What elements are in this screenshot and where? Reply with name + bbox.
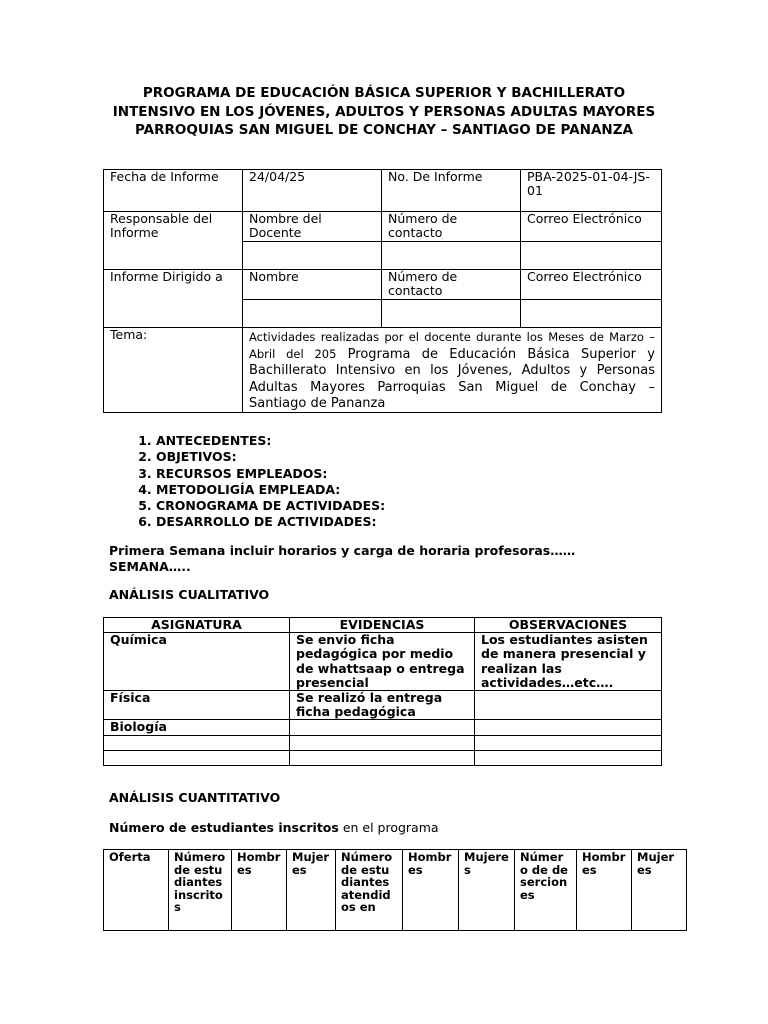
no-informe-label: No. De Informe [382,170,521,212]
section-item: 5. CRONOGRAMA DE ACTIVIDADES: [156,498,385,514]
cuanti-header-cell: Hombres [232,850,287,931]
nombre-docente-value [243,242,382,270]
numero-contacto-value-2 [382,300,521,328]
responsable-label: Responsable del Informe [104,212,243,270]
cuali-cell: Biología [104,720,290,735]
cuanti-header-cell: Mujeres [459,850,515,931]
cuali-header-cell: OBSERVACIONES [475,618,662,633]
subheading-bold: Número de estudiantes inscritos [109,820,339,835]
cuali-cell: Los estudiantes asisten de manera presencial y realizan las actividades…etc…. [475,633,662,691]
cuanti-header-cell: Oferta [104,850,169,931]
cuali-cell [290,750,475,765]
cuantitativo-subheading [109,820,439,837]
numero-contacto-label: Número de contacto [382,212,521,242]
cualitativo-heading: ANÁLISIS CUALITATIVO [109,587,270,602]
cuali-cell [475,720,662,735]
cuali-cell [104,750,290,765]
cuali-cell [290,720,475,735]
cuanti-header-cell: Número de deserciones [515,850,577,931]
correo-label-2: Correo Electrónico [521,270,662,300]
cuali-cell: Química [104,633,290,691]
week-note-line-1: Primera Semana incluir horarios y carga de horaria profesoras…… [109,543,576,558]
fecha-label: Fecha de Informe [104,170,243,212]
cuali-cell [475,691,662,720]
nombre-label: Nombre [243,270,382,300]
cuali-cell [475,735,662,750]
section-item: 1. ANTECEDENTES: [156,433,385,449]
cuanti-header-cell: Hombres [577,850,632,931]
cuanti-header-cell: Hombres [403,850,459,931]
document-title: PROGRAMA DE EDUCACIÓN BÁSICA SUPERIOR Y BACHILLERATO INTENSIVO EN LOS JÓVENES, ADULTOS Y PERSONAS ADULTAS MAYORES PARROQUIAS SAN MIGUEL DE CONCHAY – SANTIAGO DE PANANZA [112,85,656,138]
correo-value [521,242,662,270]
numero-contacto-label-2: Número de contacto [382,270,521,300]
cuanti-header-cell: Número de estudiantes inscritos [169,850,232,931]
cuali-cell [475,750,662,765]
subheading-normal: en el programa [338,820,439,835]
cuanti-header-cell: Mujeres [632,850,687,931]
nombre-value [243,300,382,328]
cuali-cell [104,735,290,750]
correo-value-2 [521,300,662,328]
report-header-table [103,169,662,413]
tema-text [243,328,662,413]
numero-contacto-value [382,242,521,270]
tema-part-2: Programa de Educación Básica Superior y Bachillerato Intensivo en los Jóvenes, Adultos y Personas Adultas Mayores Parroquias San Miguel de Conchay – Santiago de Pananza [249,346,655,411]
cuanti-header-cell: Mujeres [287,850,336,931]
section-item: 2. OBJETIVOS: [156,449,385,465]
cuanti-header-cell: Número de estudiantes atendidos en [336,850,403,931]
correo-label: Correo Electrónico [521,212,662,242]
section-item: 3. RECURSOS EMPLEADOS: [156,466,385,482]
nombre-docente-label: Nombre del Docente [243,212,382,242]
cuali-cell [290,735,475,750]
cuantitativo-table [103,849,687,931]
cuali-cell: Física [104,691,290,720]
fecha-value: 24/04/25 [243,170,382,212]
week-note-line-2: SEMANA….. [109,559,191,574]
cuali-cell: Se envio ficha pedagógica por medio de whattsaap o entrega presencial [290,633,475,691]
section-item: 4. METODOLIGÍA EMPLEADA: [156,482,385,498]
dirigido-label: Informe Dirigido a [104,270,243,328]
cuali-header-cell: EVIDENCIAS [290,618,475,633]
cualitativo-table [103,617,662,766]
tema-part-1: Actividades realizadas por el docente durante los Meses de Marzo – Abril del 205 [249,330,655,361]
no-informe-value: PBA-2025-01-04-JS-01 [521,170,662,212]
cuali-header-cell: ASIGNATURA [104,618,290,633]
cuantitativo-heading: ANÁLISIS CUANTITATIVO [109,790,281,805]
section-item: 6. DESARROLLO DE ACTIVIDADES: [156,514,385,530]
tema-label: Tema: [104,328,243,413]
sections-list [130,433,385,531]
cuali-cell: Se realizó la entrega ficha pedagógica [290,691,475,720]
